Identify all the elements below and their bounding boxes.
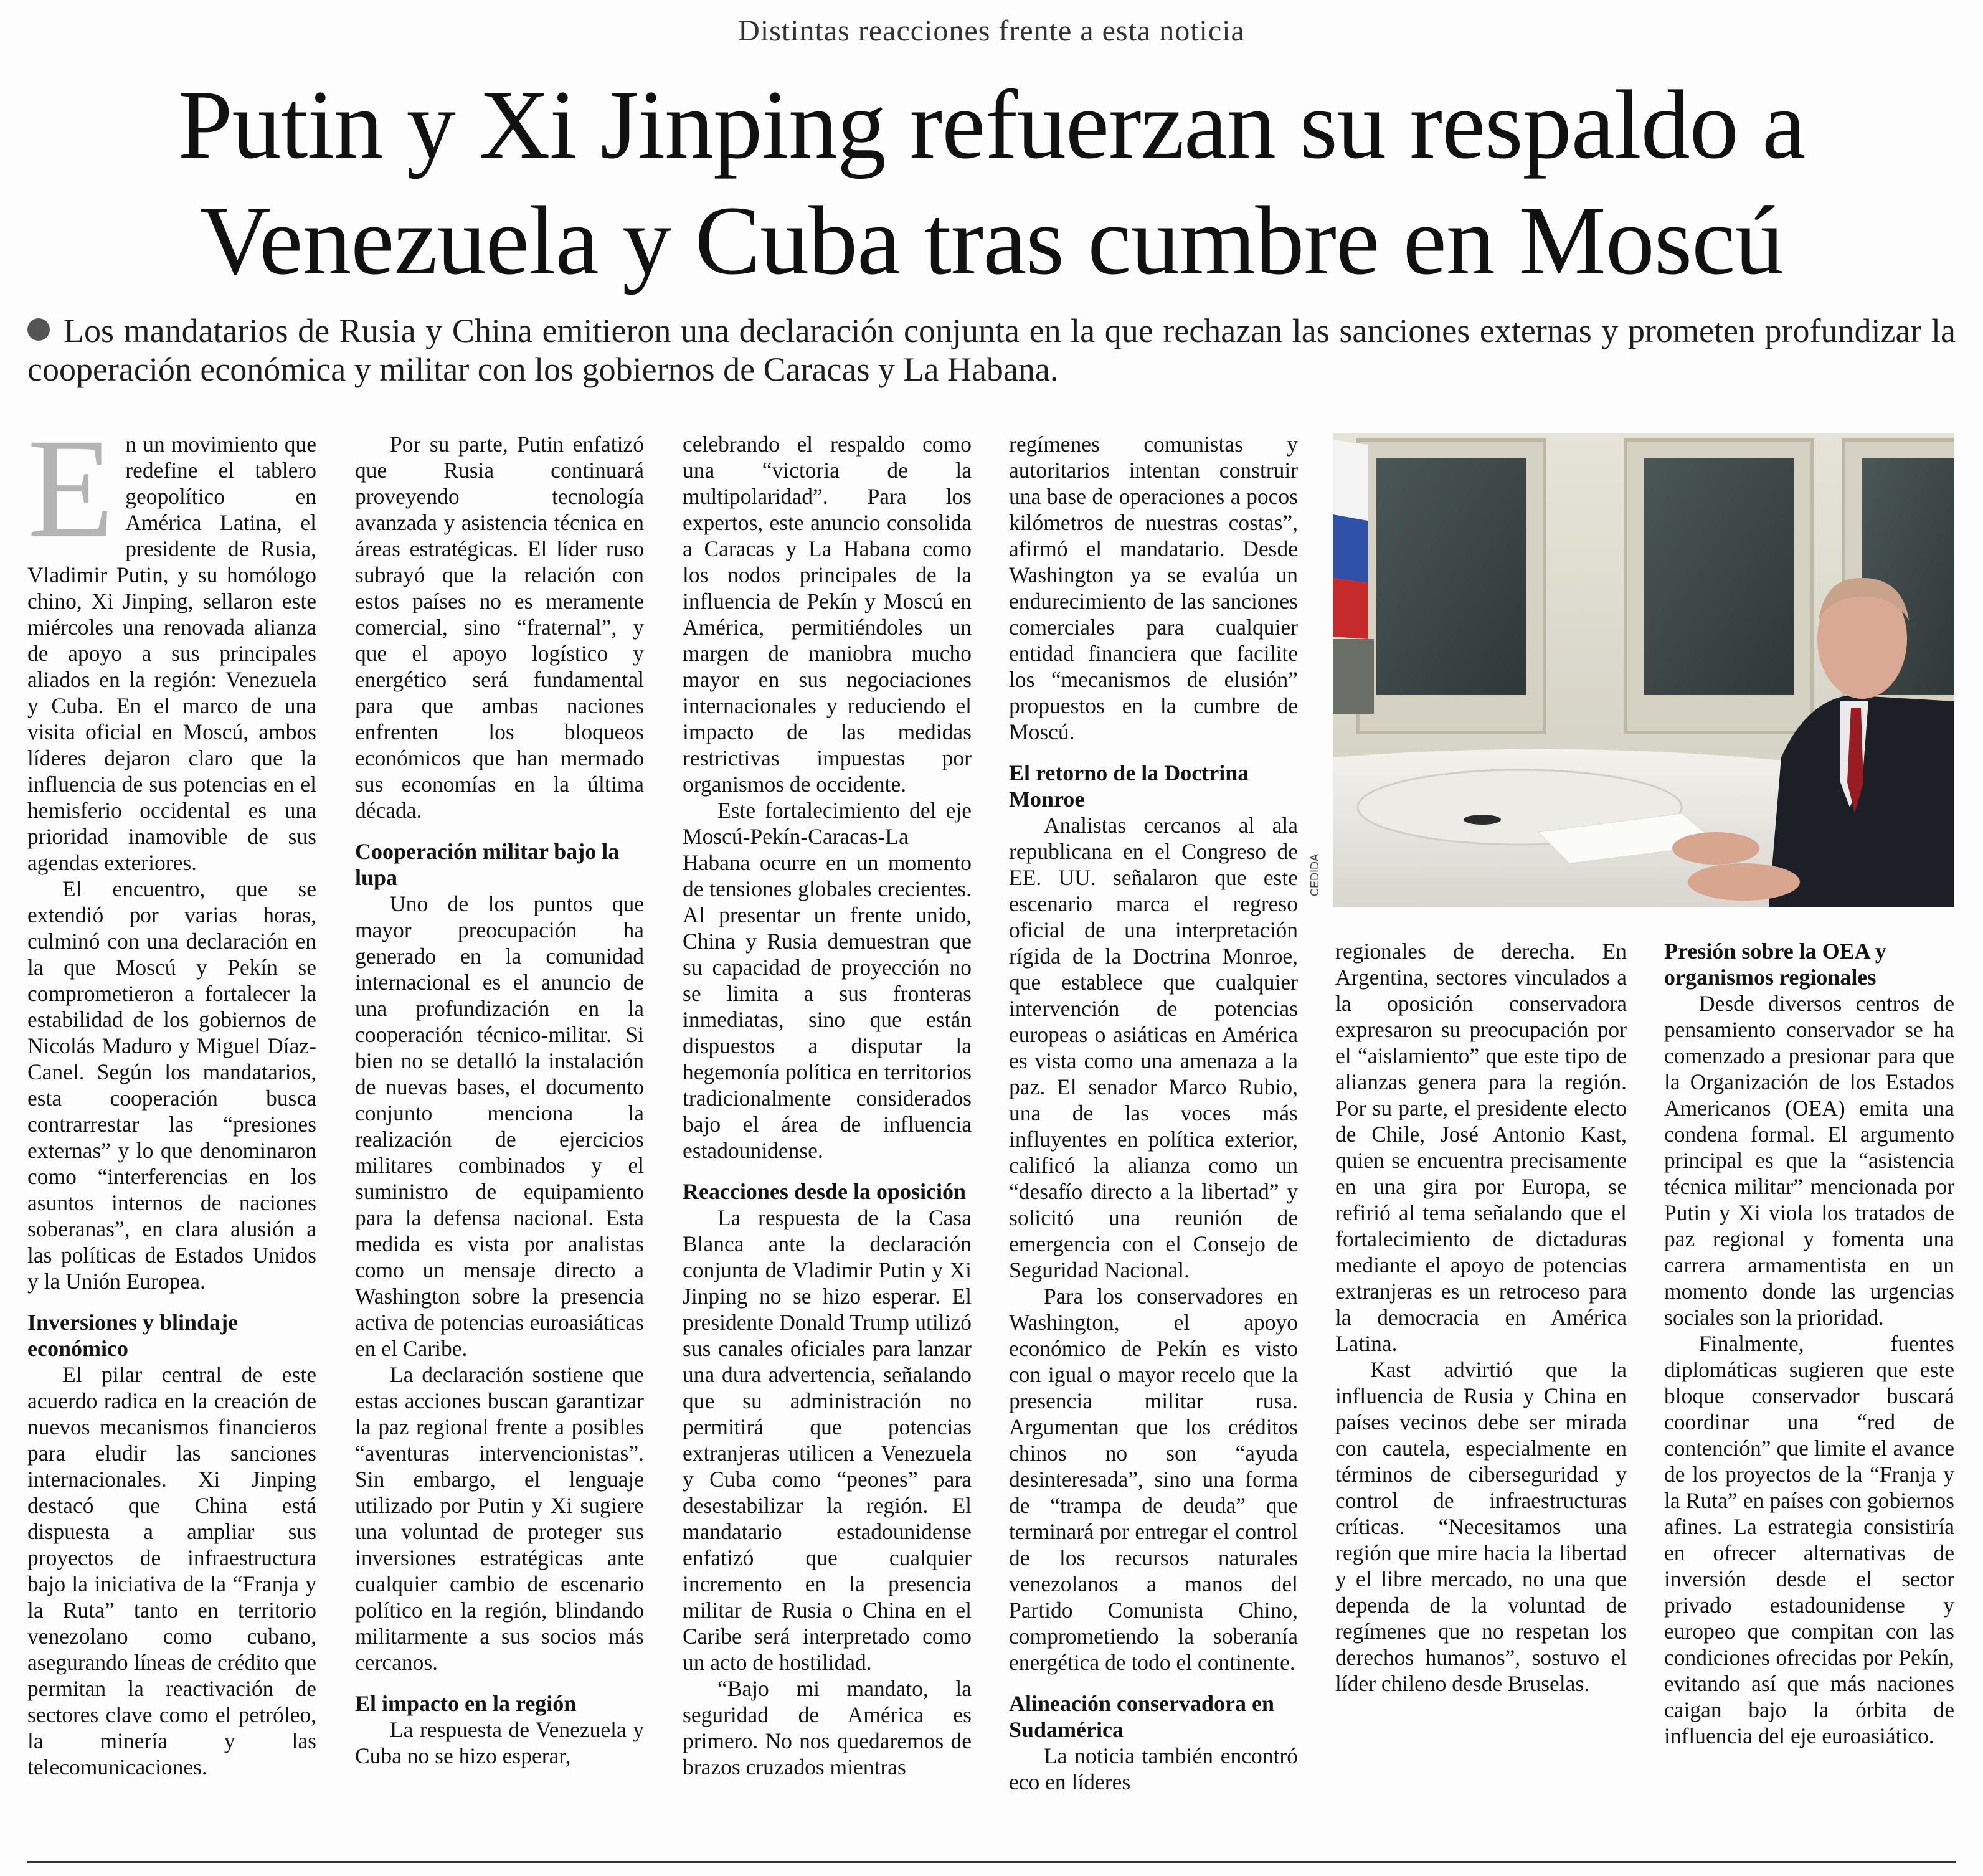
col2-paragraph-2: Uno de los puntos que mayor preocupación ha generado en la comunidad internacional es el anuncio de una profundización en la cooperación técnico-militar. Si bien no se detalló la instalación de nuevas bases, el documento conjunto menciona la realización de ejercicios militares combinados y el suministro de equipamiento para la defensa nacional. Esta medida es vista por analistas como un mensaje directo a Washington sobre la presencia activa de potencias euroasiáticas en el Caribe. <box>355 891 644 1361</box>
headline <box>25 67 1958 299</box>
photo-putin <box>1333 433 1954 907</box>
headline-line-2: Venezuela y Cuba tras cumbre en Moscú <box>199 186 1784 295</box>
col6-paragraph-1: Desde diversos centros de pensamiento conservador se ha comenzado a presionar para que la Organización de los Estados Americanos (OEA) emita una condena formal. El argumento principal es que la “asistencia técnica militar” mencionada por Putin y Xi viola los tratados de paz regional y fomenta una carrera armamentista en un momento donde las urgencias sociales son la prioridad. <box>1664 991 1954 1330</box>
col2-subhead-2: El impacto en la región <box>355 1691 577 1716</box>
column-3 <box>683 431 972 1851</box>
column-6 <box>1664 938 1954 1851</box>
col6-subhead-1: Presión sobre la OEA y organismos regionales <box>1664 939 1886 990</box>
column-4 <box>1009 431 1298 1851</box>
col1-paragraph-2: El encuentro, que se extendió por varias horas, culminó con una declaración en la que Moscú y Pekín se comprometieron a fortalecer la estabilidad de los gobiernos de Nicolás Maduro y Miguel Díaz-Canel. Según los mandatarios, esta cooperación busca contrarrestar las “presiones externas” y lo que denominaron como “interferencias en los asuntos internos de naciones soberanas”, en clara alusión a las políticas de Estados Unidos y la Unión Europea. <box>27 876 316 1294</box>
col6-paragraph-2: Finalmente, fuentes diplomáticas sugieren que este bloque conservador buscará coordinar una “red de contención” que limite el avance de los proyectos de la “Franja y la Ruta” en países con gobiernos afines. La estrategia consistiría en ofrecer alternativas de inversión desde el sector privado estadounidense y europeo que compitan con las condiciones ofrecidas por Pekín, evitando así que más naciones caigan bajo la órbita de influencia del eje euroasiático. <box>1664 1331 1954 1748</box>
col2-paragraph-3: La declaración sostiene que estas acciones buscan garantizar la paz regional frente a posibles “aventuras intervencionistas”. Sin embargo, el lenguaje utilizado por Putin y Xi sugiere una voluntad de proteger sus inversiones estratégicas ante cualquier cambio de escenario político en la región, blindando militarmente a sus socios más cercanos. <box>355 1362 644 1675</box>
column-2 <box>355 431 644 1851</box>
col2-subhead-1: Cooperación militar bajo la lupa <box>355 839 620 890</box>
photo-credit: CEDIDA <box>1309 854 1321 897</box>
col3-paragraph-2: Este fortalecimiento del eje Moscú-Pekín-Caracas-La Habana ocurre en un momento de tensiones globales crecientes. Al presentar un frente unido, China y Rusia demuestran que su capacidad de proyección no se limita a sus fronteras inmediatas, sino que están dispuestos a disputar la hegemonía política en territorios tradicionalmente considerados bajo el área de influencia estadounidense. <box>683 798 972 1163</box>
col4-paragraph-2: Analistas cercanos al ala republicana en el Congreso de EE. UU. señalaron que este escenario marca el regreso oficial de una interpretación rígida de la Doctrina Monroe, que establece que cualquier intervención de potencias europeas o asiáticas en América es vista como una amenaza a la paz. El senador Marco Rubio, una de las voces más influyentes en política exterior, calificó la alianza como un “desafío directo a la libertad” y solicitó una reunión de emergencia con el Consejo de Seguridad Nacional. <box>1009 813 1298 1282</box>
bullet-icon <box>27 318 50 341</box>
col3-subhead-1: Reacciones desde la oposición <box>683 1179 966 1204</box>
kicker: Distintas reacciones frente a esta noticia <box>738 14 1245 47</box>
col1-paragraph-1 <box>27 431 316 876</box>
deck <box>27 311 1956 389</box>
deck-text: Los mandatarios de Rusia y China emitieron una declaración conjunta en la que rechazan las sanciones externas y prometen profundizar la cooperación económica y militar con los gobiernos de Caracas y La Habana. <box>27 312 1956 388</box>
col2-paragraph-4: La respuesta de Venezuela y Cuba no se hizo esperar, <box>355 1717 644 1768</box>
col3-paragraph-1: celebrando el respaldo como una “victoria de la multipolaridad”. Para los expertos, este anuncio consolida a Caracas y La Habana como los nodos principales de la influencia de Pekín y Moscú en América, permitiéndoles un margen de maniobra mucho mayor en sus negociaciones internacionales y reduciendo el impacto de las medidas restrictivas impuestas por organismos de occidente. <box>683 432 972 797</box>
col1-paragraph-3: El pilar central de este acuerdo radica en la creación de nuevos mecanismos financieros para eludir las sanciones internacionales. Xi Jinping destacó que China está dispuesta a ampliar sus proyectos de infraestructura bajo la iniciativa de la “Franja y la Ruta” tanto en territorio venezolano como cubano, asegurando líneas de crédito que permitan la reactivación de sectores clave como el petróleo, la minería y las telecomunicaciones. <box>27 1362 316 1779</box>
col4-paragraph-1: regímenes comunistas y autoritarios intentan construir una base de operaciones a pocos kilómetros de nuestras costas”, afirmó el mandatario. Desde Washington ya se evalúa un endurecimiento de las sanciones comerciales para cualquier entidad financiera que facilite los “mecanismos de elusión” propuestos en la cumbre de Moscú. <box>1009 432 1298 744</box>
column-1 <box>27 431 316 1851</box>
col5-paragraph-1: regionales de derecha. En Argentina, sectores vinculados a la oposición conservadora expresaron su preocupación por el “aislamiento” que este tipo de alianzas genera para la región. Por su parte, el presidente electo de Chile, José Antonio Kast, quien se encuentra precisamente en una gira por Europa, se refirió al tema señalando que el fortalecimiento de dictaduras mediante el apoyo de potencias extranjeras es un retroceso para la democracia en América Latina. <box>1335 939 1627 1356</box>
col4-subhead-2: Alineación conservadora en Sudamérica <box>1009 1691 1274 1742</box>
bottom-rule <box>27 1861 1956 1863</box>
col4-paragraph-3: Para los conservadores en Washington, el apoyo económico de Pekín es visto con igual o mayor recelo que la presencia militar rusa. Argumentan que los créditos chinos no son “ayuda desinteresada”, sino una forma de “trampa de deuda” que terminará por entregar el control de los recursos naturales venezolanos a manos del Partido Comunista Chino, comprometiendo la soberanía energética de todo el continente. <box>1009 1284 1298 1675</box>
col3-paragraph-3: La respuesta de la Casa Blanca ante la declaración conjunta de Vladimir Putin y Xi Jinping no se hizo esperar. El presidente Donald Trump utilizó sus canales oficiales para lanzar una dura advertencia, señalando que su administración no permitirá que potencias extranjeras utilicen a Venezuela y Cuba como “peones” para desestabilizar la región. El mandatario estadounidense enfatizó que cualquier incremento en la presencia militar de Rusia o China en el Caribe será interpretado como un acto de hostilidad. <box>683 1205 972 1675</box>
photo-illustration <box>1333 433 1954 907</box>
column-5 <box>1335 938 1627 1851</box>
col5-paragraph-2: Kast advirtió que la influencia de Rusia y China en países vecinos debe ser mirada con cautela, especialmente en términos de ciberseguridad y control de infraestructuras críticas. “Necesitamos una región que mire hacia la libertad y el libre mercado, no una que dependa de la voluntad de regímenes que no respetan los derechos humanos”, sostuvo el líder chileno desde Bruselas. <box>1335 1357 1627 1696</box>
col1-p1-text: n un movimiento que redefine el tablero geopolítico en América Latina, el presidente de Rusia, Vladimir Putin, y su homólogo chino, Xi Jinping, sellaron este miércoles una renovada alianza de apoyo a sus principales aliados en la región: Venezuela y Cuba. En el marco de una visita oficial en Moscú, ambos líderes dejaron claro que la influencia de sus potencias en el hemisferio occidental es una prioridad inamovible de sus agendas exteriores. <box>27 432 316 875</box>
col3-paragraph-4: “Bajo mi mandato, la seguridad de América es primero. No nos quedaremos de brazos cruzados mientras <box>683 1676 972 1779</box>
col4-paragraph-4: La noticia también encontró eco en líderes <box>1009 1743 1298 1794</box>
headline-line-1: Putin y Xi Jinping refuerzan su respaldo a <box>177 70 1806 179</box>
col2-paragraph-1: Por su parte, Putin enfatizó que Rusia continuará proveyendo tecnología avanzada y asistencia técnica en áreas estratégicas. El líder ruso subrayó que la relación con estos países no es meramente comercial, sino “fraternal”, y que el apoyo logístico y energético será fundamental para que ambas naciones enfrenten los bloqueos económicos que han mermado sus economías en la última década. <box>355 432 644 823</box>
col1-subhead-1: Inversiones y blindaje económico <box>27 1310 239 1361</box>
drop-cap: E <box>27 431 115 567</box>
col4-subhead-1: El retorno de la Doctrina Monroe <box>1009 760 1249 812</box>
